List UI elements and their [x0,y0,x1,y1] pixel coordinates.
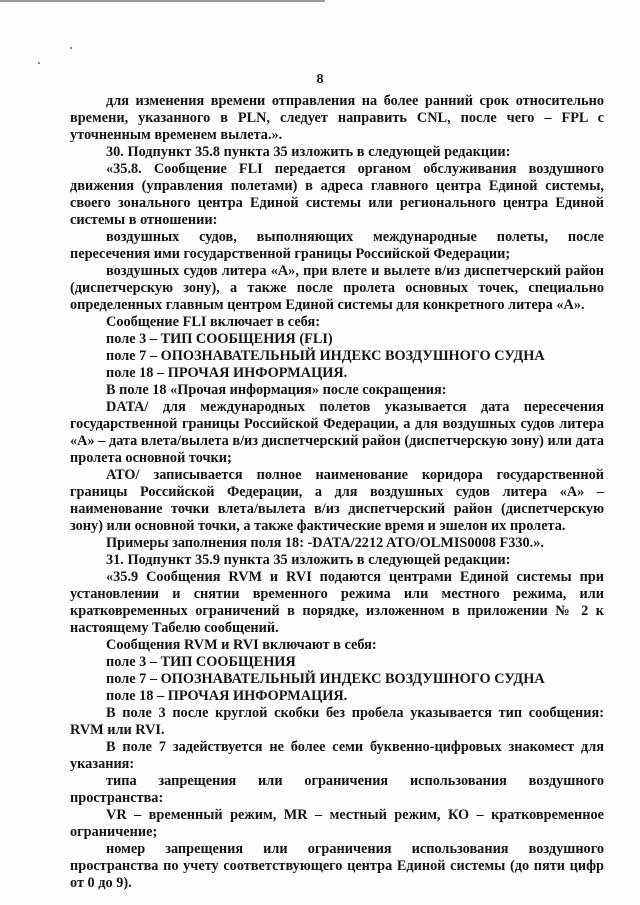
paragraph-13: Примеры заполнения поля 18: -DATA/2212 ATO/OLMIS0008 F330.». [106,535,544,551]
page-number: 8 [316,72,324,87]
paragraph-12: АТО/ записывается полное наименование коридора государственной границы Российской Федерации, а для воздушных судов литера «А» – наименование точки влета/вылета в/из диспетчерский район (диспетчерскую зону) или основной точки, а также фактические время и эшелон их пролета. [70,467,604,534]
paragraph-4: воздушных судов, выполняющих международные полеты, после пересечения ими государственной границы Российской Федерации; [70,229,604,262]
scan-top-rule [0,0,325,2]
field-list-item: поле 3 – ТИП СООБЩЕНИЯ (FLI) [106,331,333,347]
field-list-item: поле 7 – ОПОЗНАВАТЕЛЬНЫЙ ИНДЕКС ВОЗДУШНОГО СУДНА [106,348,545,364]
paragraph-11: DATA/ для международных полетов указывается дата пересечения государственной границы Российской Федерации, а для воздушных судов литера «А» – дата влета/вылета в/из диспетчерский район (диспетчерскую зону) или дата пролета основной точки; [70,399,604,466]
paragraph-20: В поле 3 после круглой скобки без пробела указывается тип сообщения: RVM или RVI. [70,705,604,738]
paragraph-2: 30. Подпункт 35.8 пункта 35 изложить в следующей редакции: [106,144,511,160]
field-list-item: поле 7 – ОПОЗНАВАТЕЛЬНЫЙ ИНДЕКС ВОЗДУШНОГО СУДНА [106,671,545,687]
field-list-item: поле 18 – ПРОЧАЯ ИНФОРМАЦИЯ. [106,688,348,704]
paragraph-14: 31. Подпункт 35.9 пункта 35 изложить в следующей редакции: [106,552,511,568]
paragraph-16: Сообщения RVM и RVI включают в себя: [106,637,377,653]
paragraph-1: для изменения времени отправления на более ранний срок относительно времени, указанного в PLN, следует направить CNL, после чего – FPL с уточненным временем вылета.». [70,93,604,143]
paragraph-21: В поле 7 задействуется не более семи буквенно-цифровых знакомест для указания: [70,739,604,772]
paragraph-23: VR – временный режим, MR – местный режим, КО – кратковременное ограничение; [70,807,604,840]
paragraph-24: номер запрещения или ограничения использования воздушного пространства по учету соответствующего центра Единой системы (до пяти цифр от 0 до 9). [70,841,604,891]
paragraph-15: «35.9 Сообщения RVM и RVI подаются центрами Единой системы при установлении и снятии временного режима или местного режима, или кратковременных ограничений в порядке, изложенном в приложении № 2 к настоящему Табелю сообщений. [70,569,604,636]
field-list-item: поле 3 – ТИП СООБЩЕНИЯ [106,654,296,670]
paragraph-22: типа запрещения или ограничения использования воздушного пространства: [70,773,604,806]
field-list-item: поле 18 – ПРОЧАЯ ИНФОРМАЦИЯ. [106,365,348,381]
paragraph-3: «35.8. Сообщение FLI передается органом обслуживания воздушного движения (управления полетами) в адреса главного центра Единой системы, своего зонального центра Единой системы или регионального центра Единой системы в отношении: [70,161,604,228]
scan-speck [70,47,72,49]
paragraph-6: Сообщение FLI включает в себя: [106,314,320,330]
paragraph-5: воздушных судов литера «А», при влете и вылете в/из диспетчерский район (диспетчерскую зону), а также после пролета основных точек, специально определенных главным центром Единой системы для конкретного литера «А». [70,263,604,313]
document-body [70,93,604,892]
scan-speck [38,62,40,64]
paragraph-10: В поле 18 «Прочая информация» после сокращения: [106,382,447,398]
